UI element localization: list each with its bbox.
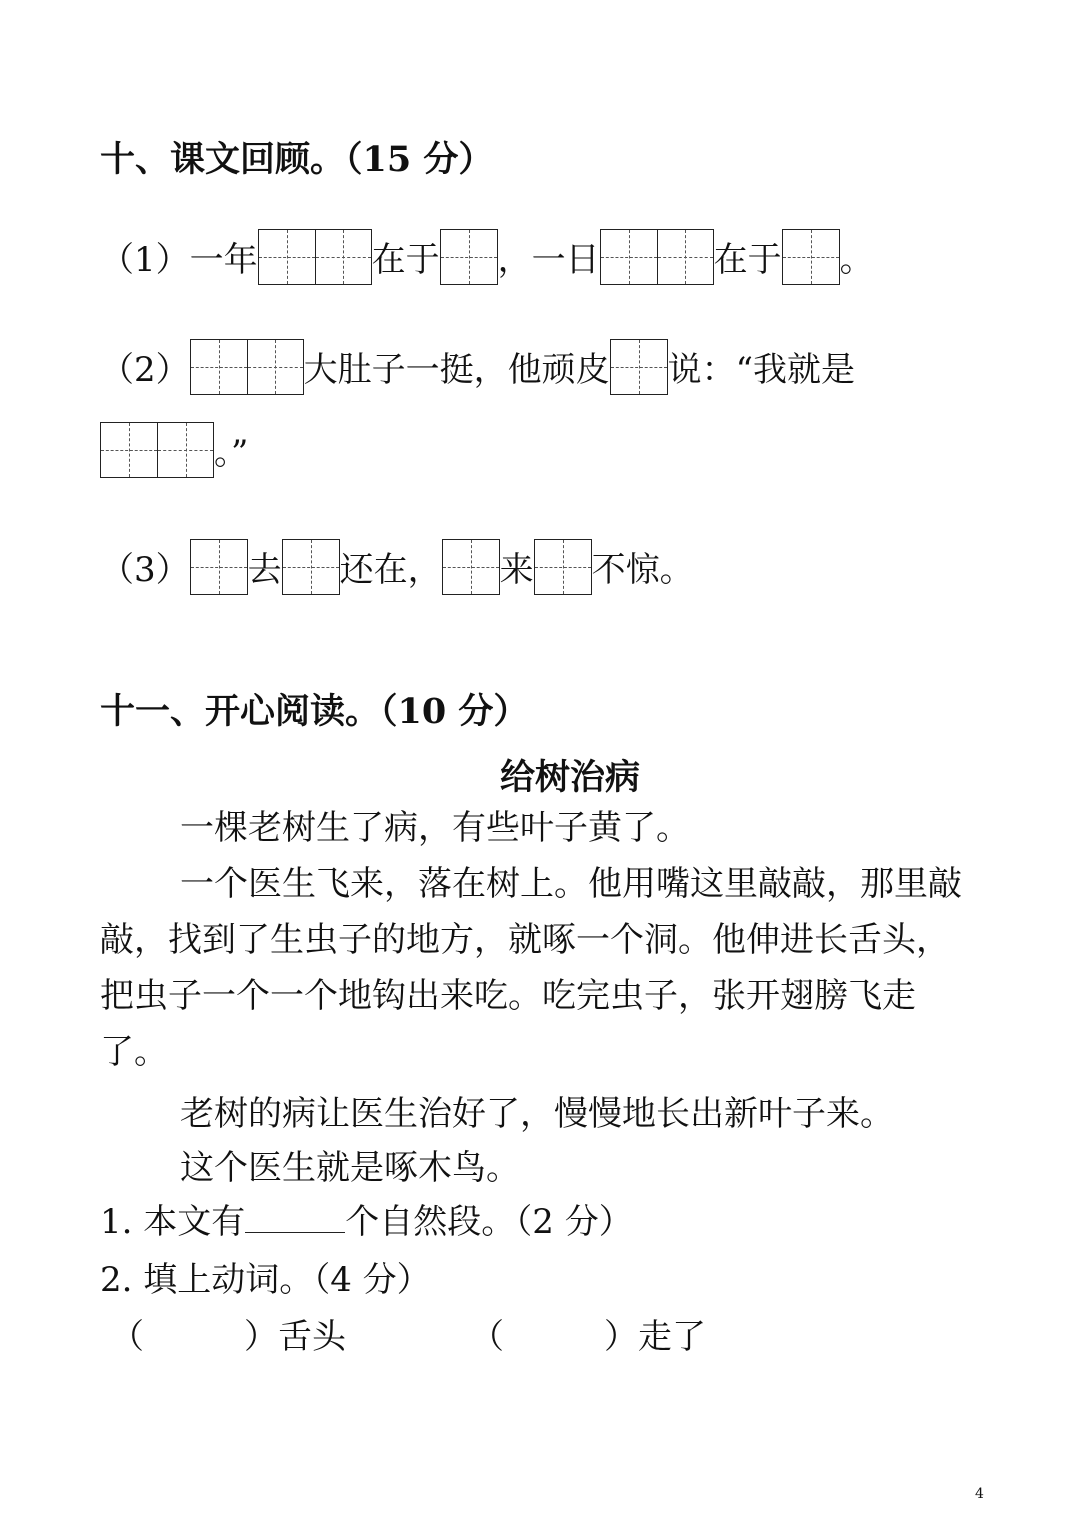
answer-grid-4[interactable]	[600, 229, 714, 285]
section-11-heading: 十一、开心阅读。（10 分）	[100, 691, 529, 732]
q3-number: （3）	[100, 550, 190, 590]
paragraph-3: 老树的病让医生治好了，慢慢地长出新叶子来。	[180, 1094, 894, 1134]
item-word: 舌头	[278, 1317, 346, 1357]
answer-blank[interactable]	[245, 1202, 345, 1233]
answer-grid-1[interactable]	[440, 229, 498, 285]
answer-grid-1[interactable]	[610, 339, 668, 395]
q3-line	[100, 545, 694, 595]
q2-number: （2）	[100, 350, 190, 390]
q3-text-c: 来	[499, 550, 534, 590]
answer-grid-1[interactable]	[534, 539, 592, 595]
q2-item-2	[470, 1315, 706, 1359]
q2-text-a: 大肚子一挺，他顽皮	[303, 350, 610, 390]
q3-text-a: 去	[247, 550, 282, 590]
close-paren: ）	[244, 1317, 278, 1357]
answer-grid-1[interactable]	[282, 539, 340, 595]
answer-grid-1[interactable]	[190, 539, 248, 595]
q1-text-a: 一年	[189, 240, 258, 280]
answer-grid-1[interactable]	[782, 229, 840, 285]
q2-text-c: 。”	[214, 433, 249, 473]
q1-text-d: 在于	[713, 240, 782, 280]
answer-grid-4[interactable]	[100, 422, 214, 478]
q1-number: （1）	[100, 240, 190, 280]
open-paren: （	[470, 1317, 504, 1357]
q2-text-b: 说：“我就是	[667, 350, 856, 390]
close-paren: ）	[604, 1317, 638, 1357]
answer-grid-4[interactable]	[190, 339, 304, 395]
open-paren: （	[110, 1317, 144, 1357]
section-10-heading: 十、课文回顾。（15 分）	[100, 139, 494, 180]
q1-text-c: ，一日	[497, 240, 600, 280]
q3-text-d: 不惊。	[591, 550, 694, 590]
q3-text-b: 还在，	[339, 550, 442, 590]
question-1-post: 个自然段。（2 分）	[345, 1202, 633, 1242]
reading-title: 给树治病	[500, 757, 641, 798]
question-1	[100, 1200, 633, 1244]
q1-text-e: 。	[839, 240, 874, 280]
q1-text-b: 在于	[371, 240, 440, 280]
page-number: 4	[975, 1486, 984, 1502]
q2-line-cont	[100, 428, 248, 478]
answer-grid-1[interactable]	[442, 539, 500, 595]
q2-line	[100, 345, 855, 395]
paragraph-2: 一个医生飞来，落在树上。他用嘴这里敲敲，那里敲敲，找到了生虫子的地方，就啄一个洞。他伸进长舌头，把虫子一个一个地钩出来吃。吃完虫子，张开翅膀飞走了。	[100, 864, 962, 1072]
question-2: 2. 填上动词。（4 分）	[100, 1260, 431, 1300]
paragraph-1: 一棵老树生了病，有些叶子黄了。	[180, 808, 690, 848]
answer-grid-4[interactable]	[258, 229, 372, 285]
q1-line	[100, 235, 874, 285]
paragraph-4: 这个医生就是啄木鸟。	[180, 1148, 520, 1188]
item-word: 走了	[638, 1317, 706, 1357]
question-1-pre: 1. 本文有	[100, 1202, 246, 1242]
q2-item-1	[110, 1315, 346, 1359]
